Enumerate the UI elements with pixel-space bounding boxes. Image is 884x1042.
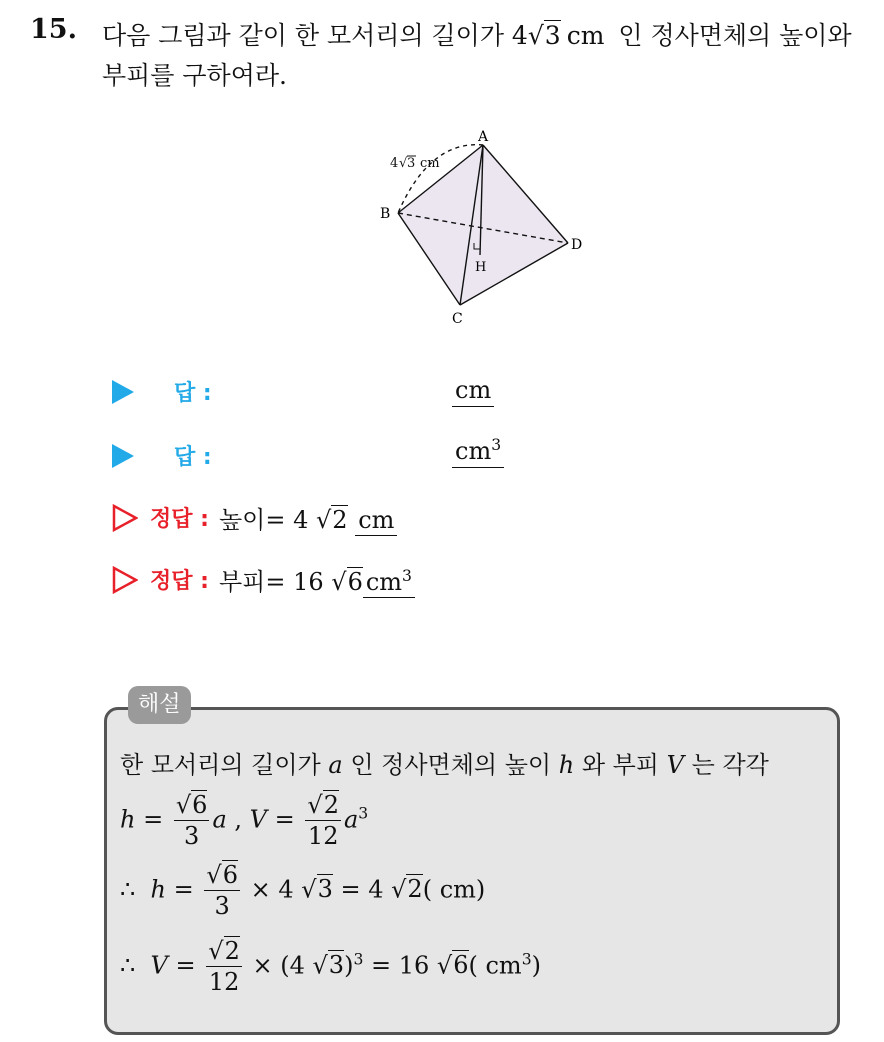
answer-unit: cm: [455, 437, 492, 465]
question-number: 15.: [30, 14, 77, 45]
vertex-c: C: [452, 311, 463, 325]
vertex-h: H: [475, 260, 487, 275]
question-text-post: 인 정사면체의 높이와: [618, 21, 852, 50]
answer-arrow-icon: [112, 380, 134, 404]
solution-text: 부피= 16 √6 $cm^3$: [219, 562, 415, 597]
answer-label: 답 :: [174, 445, 212, 470]
answer-label: 답 :: [174, 381, 212, 406]
solution-arrow-icon: [112, 566, 138, 594]
question-line-1: [102, 16, 852, 52]
question-unit: cm: [566, 21, 605, 50]
fraction-h: $\frac{√6}{3}$: [175, 791, 208, 851]
answer-row-1: [112, 376, 212, 407]
question-text-pre: 다음 그림과 같이 한 모서리의 길이가 4: [102, 21, 528, 50]
solution-text: 높이= 4 √2 cm: [219, 500, 397, 535]
answer-blank-1[interactable]: [452, 376, 494, 407]
explanation-line-2: h = $\frac{√6}{3}$ a , V = $\frac{√2}{12}$ $a^3$: [120, 791, 369, 851]
answer-unit: cm: [455, 376, 492, 404]
edge-label-unit: cm: [420, 156, 440, 171]
solution-row-2: [112, 562, 415, 597]
fraction-v: $\frac{√2}{12}$: [307, 791, 339, 851]
vertex-b: B: [380, 206, 391, 222]
explanation-line-3: ∴ h = $\frac{√6}{3}$ × 4 √3 = 4 √2( cm): [120, 861, 486, 921]
vertex-a: A: [478, 129, 489, 145]
solution-arrow-icon: [112, 504, 138, 532]
edge-label-sqrt: √: [399, 156, 408, 171]
explanation-line-4: ∴ V = $\frac{√2}{12}$ × (4 √3)$^3$ = 16 √6( $cm^3$): [120, 937, 541, 997]
solution-row-1: [112, 500, 397, 535]
vertex-d: D: [571, 237, 583, 253]
question-line-2: 부피를 구하여라.: [102, 61, 287, 90]
edge-label-radicand: 3: [407, 156, 416, 171]
explanation-line-1: 한 모서리의 길이가 a 인 정사면체의 높이 h 와 부피 V 는 각각: [120, 751, 769, 779]
edge-label-coef: 4: [390, 156, 399, 171]
answer-arrow-icon: [112, 444, 134, 468]
solution-label: 정답 :: [150, 569, 209, 594]
fraction-v-calc: $\frac{√2}{12}$: [208, 937, 240, 997]
answer-row-2: [112, 440, 212, 471]
answer-blank-2[interactable]: [452, 436, 504, 468]
sqrt-sign: √: [527, 21, 544, 50]
explanation-tab: 해설: [128, 686, 191, 724]
question-radicand: 3: [544, 21, 561, 50]
solution-label: 정답 :: [150, 507, 209, 532]
answer-unit-sup: 3: [491, 436, 502, 454]
tetrahedron-figure: [370, 125, 610, 325]
fraction-h-calc: $\frac{√6}{3}$: [206, 861, 238, 921]
